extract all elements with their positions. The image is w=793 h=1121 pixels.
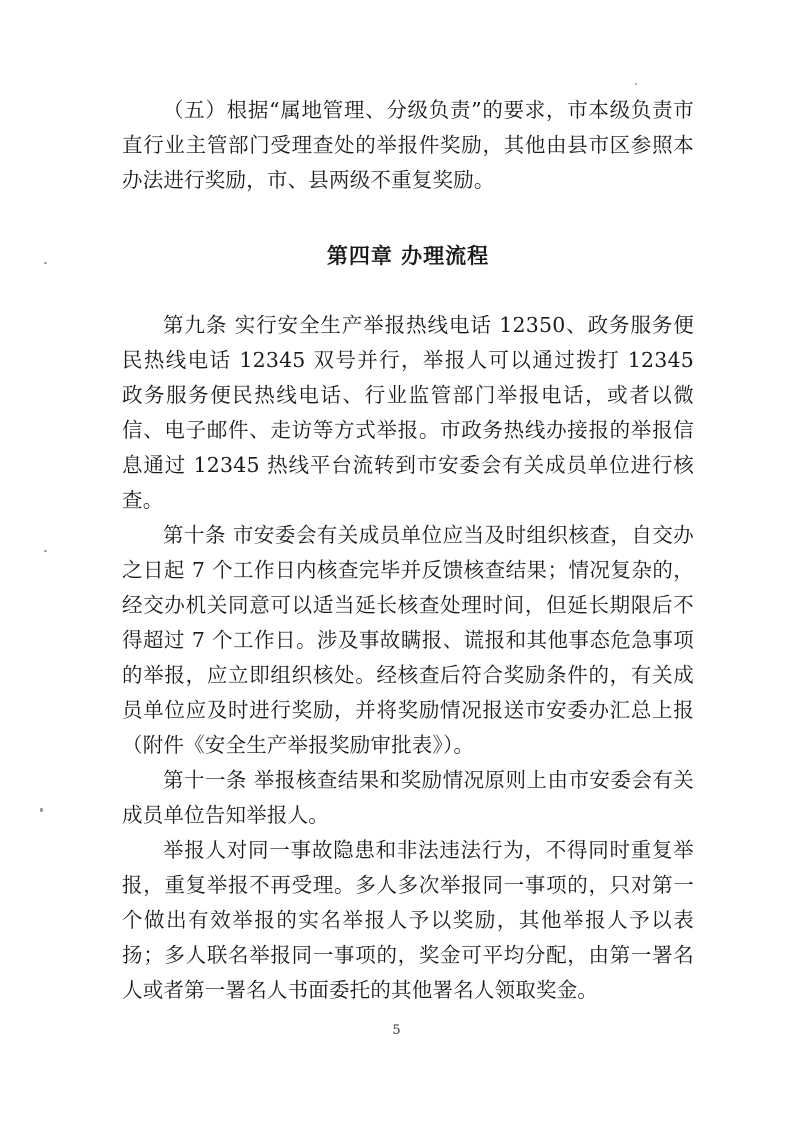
chapter-heading: 第四章 办理流程 — [326, 243, 490, 268]
chapter-body — [122, 308, 694, 1008]
intro-section — [122, 93, 694, 198]
duplicate-report-paragraph: 举报人对同一事故隐患和非法违法行为，不得同时重复举报，重复举报不再受理。多人多次举报同一事项的，只对第一个做出有效举报的实名举报人予以奖励，其他举报人予以表扬；多人联名举报同一事项的，奖金可平均分配，由第一署名人或者第一署名人书面委托的其他署名人领取奖金。 — [122, 838, 694, 1002]
article-9-paragraph: 第九条 实行安全生产举报热线电话 12350、政务服务便民热线电话 12345 双号并行，举报人可以通过拨打 12345 政务服务便民热线电话、行业监管部门举报电话，或者以微信、电子邮件、走访等方式举报。市政务热线办接报的举报信息通过 12345 热线平台流转到市安委会有关成员单位进行核查。 — [122, 313, 694, 512]
page-number: 5 — [392, 1023, 401, 1038]
scan-speck — [40, 808, 43, 812]
intro-paragraph: （五）根据“属地管理、分级负责”的要求，市本级负责市直行业主管部门受理查处的举报件奖励，其他由县市区参照本办法进行奖励，市、县两级不重复奖励。 — [122, 98, 694, 192]
scan-speck — [44, 550, 47, 552]
article-10-paragraph: 第十条 市安委会有关成员单位应当及时组织核查，自交办之日起 7 个工作日内核查完毕并反馈核查结果；情况复杂的，经交办机关同意可以适当延长核查处理时间，但延长期限后不得超过 7 个工作日。涉及事故瞒报、谎报和其他事态危急事项的举报，应立即组织核处。经核查后符合奖励条件的，有关成员单位应及时进行奖励，并将奖励情况报送市安委办汇总上报（附件《安全生产举报奖励审批表》）。 — [122, 523, 694, 757]
scan-speck — [635, 83, 637, 85]
scan-speck — [44, 262, 47, 264]
article-11-paragraph: 第十一条 举报核查结果和奖励情况原则上由市安委会有关成员单位告知举报人。 — [122, 768, 694, 827]
